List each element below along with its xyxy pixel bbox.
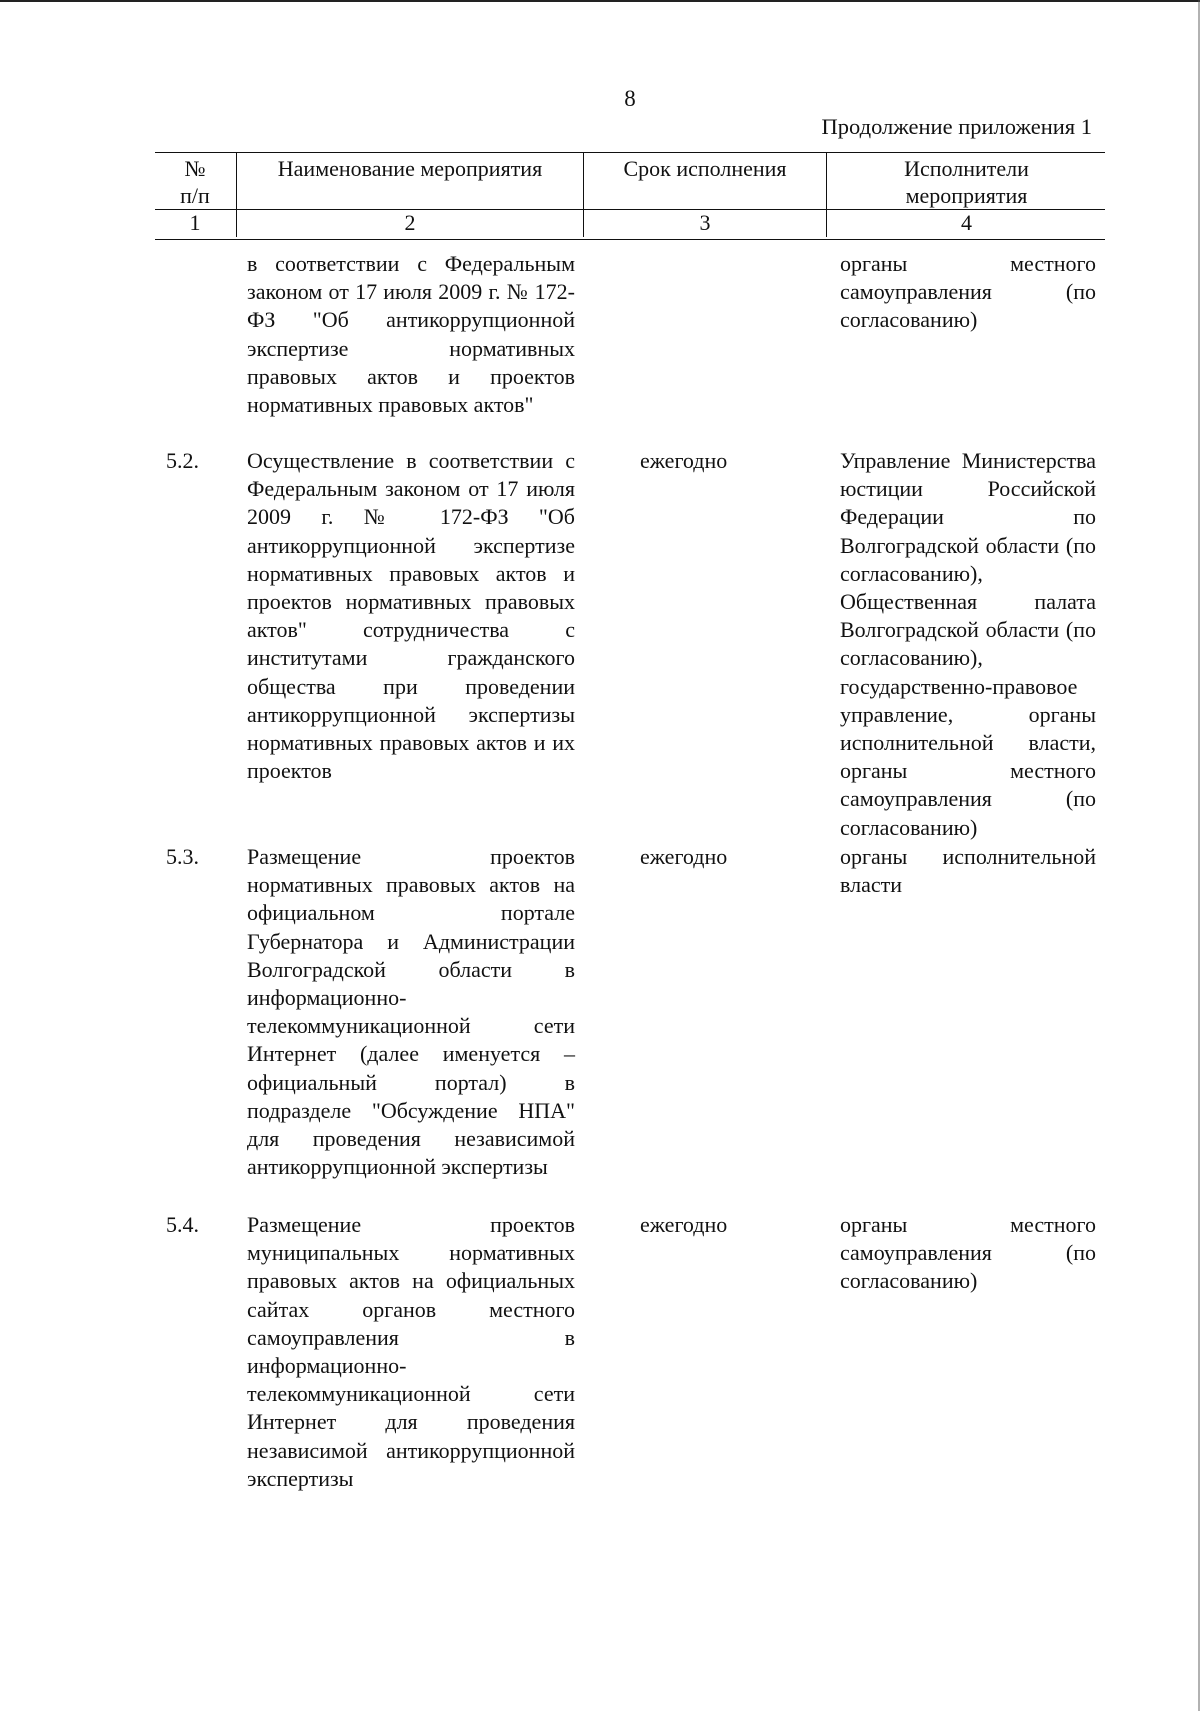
row-description: Размещение проектов муниципальных нормативных правовых актов на официальных сайтах органов местного самоуправления в информационно-телекоммуникационной сети Интернет для проведения независимой антикоррупционной экспертизы — [247, 1212, 575, 1491]
continuation-label: Продолжение приложения 1 — [821, 114, 1092, 139]
row-description: Осуществление в соответствии с Федеральным законом от 17 июля 2009 г. № 172-ФЗ "Об антикоррупционной экспертизе нормативных правовых актов и проектов нормативных правовых актов" сотрудничества с институтами гражданского общества при проведении антикоррупционной экспертизы нормативных правовых актов и их проектов — [247, 448, 575, 784]
row-description: Размещение проектов нормативных правовых актов на официальном портале Губернатора и Администрации Волгоградской области в информационно-телекоммуникационной сети Интернет (далее именуется – официальный портал) в подразделе "Обсуждение НПА" для проведения независимой антикоррупционной экспертизы — [247, 844, 575, 1180]
row-executors: органы местного самоуправления (по согласованию) — [840, 251, 1096, 333]
row-executors: органы исполнительной власти — [840, 844, 1096, 898]
scan-top-edge — [0, 0, 1200, 2]
row-number: 5.4. — [166, 1212, 199, 1237]
column-number-4: 4 — [826, 209, 1106, 237]
header-name: Наименование мероприятия — [236, 153, 583, 211]
header-column-number-row — [155, 209, 1105, 237]
header-title-row — [155, 153, 1105, 210]
row-number: 5.2. — [166, 448, 199, 473]
column-number-2: 2 — [236, 209, 583, 237]
row-deadline: ежегодно — [640, 448, 728, 473]
row-deadline: ежегодно — [640, 1212, 728, 1237]
header-deadline: Срок исполнения — [583, 153, 826, 211]
row-deadline: ежегодно — [640, 844, 728, 869]
row-description: в соответствии с Федеральным законом от 17 июля 2009 г. № 172-ФЗ "Об антикоррупционной экспертизе нормативных правовых актов и проектов нормативных правовых актов" — [247, 251, 575, 418]
column-number-3: 3 — [583, 209, 826, 237]
page-number: 8 — [624, 86, 636, 111]
row-executors: органы местного самоуправления (по согласованию) — [840, 1212, 1096, 1294]
header-number: № п/п — [180, 156, 210, 208]
column-number-1: 1 — [189, 210, 201, 235]
table-header — [155, 152, 1105, 240]
row-executors: Управление Министерства юстиции Российской Федерации по Волгоградской области (по согласованию), Общественная палата Волгоградской области (по согласованию), государственно-правовое управление, органы исполнительной власти, органы местного самоуправления (по согласованию) — [840, 448, 1096, 840]
row-number: 5.3. — [166, 844, 199, 869]
header-executors: Исполнители мероприятия — [826, 153, 1106, 211]
